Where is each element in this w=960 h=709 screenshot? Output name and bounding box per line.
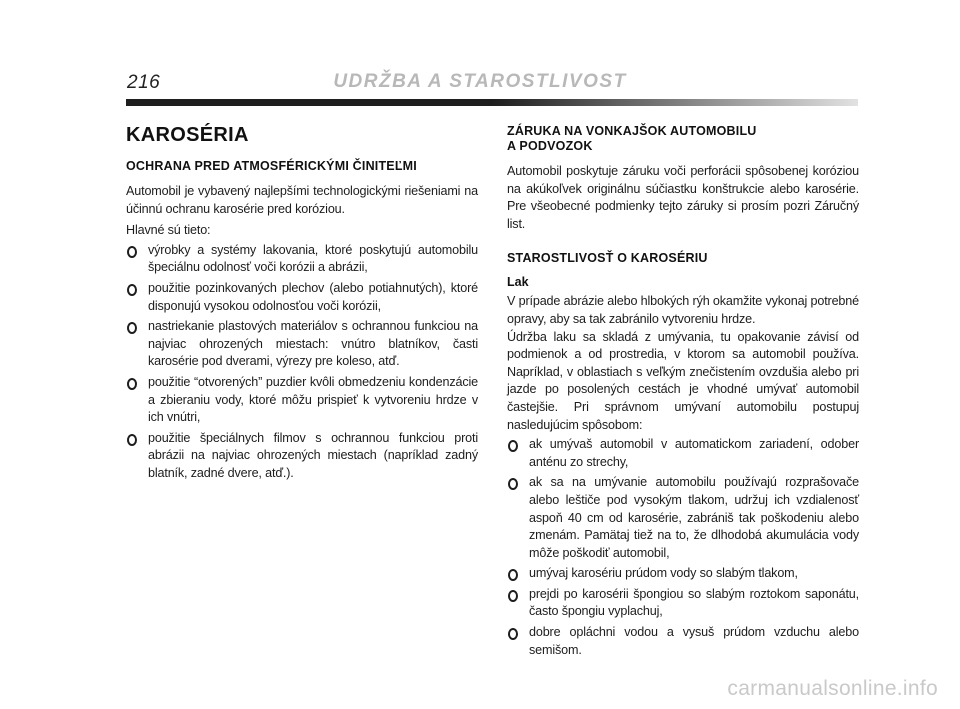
lead-text: Hlavné sú tieto: [126, 223, 211, 238]
bullet-icon [127, 378, 137, 390]
warranty-heading-line1: ZÁRUKA NA VONKAJŠOK AUTOMOBILU [507, 124, 757, 138]
warranty-heading [507, 124, 859, 154]
protection-list [126, 242, 478, 483]
list-item: dobre opláchni vodou a vysuš prúdom vzduchu alebo semišom. [507, 624, 859, 659]
bullet-icon [508, 569, 518, 581]
right-column [507, 124, 859, 662]
list-item: umývaj karosériu prúdom vody so slabým tlakom, [507, 565, 859, 583]
list-item: použitie špeciálnych filmov s ochrannou funkciou proti abrázii na najviac ohrozených miestach (napríklad zadný blatník, zadné dvere, atď.). [126, 430, 478, 483]
list-item: prejdi po karosérii špongiou so slabým roztokom saponátu, často špongiu vyplachuj, [507, 586, 859, 621]
bullet-icon [127, 246, 137, 258]
list-item: použitie pozinkovaných plechov (alebo potiahnutých), ktoré disponujú vysokou odolnosťou voči korózii, [126, 280, 478, 315]
bullet-icon [127, 322, 137, 334]
list-item: ak sa na umývanie automobilu používajú rozprašovače alebo leštiče pod vysokým tlakom, udržuj ich vzdialenosť aspoň 40 cm od karosérie, zabrániš tak poškodeniu alebo zmenám. Pamätaj tiež na to, že dlhodobá akumulácia vody môže poškodiť automobil, [507, 474, 859, 562]
bullet-icon [508, 440, 518, 452]
washing-list [507, 436, 859, 659]
intro-paragraph: Automobil je vybavený najlepšími technologickými riešeniami na účinnú ochranu karosérie pred koróziou. [126, 184, 478, 216]
bullet-icon [127, 434, 137, 446]
section-title: KAROSÉRIA [126, 124, 249, 146]
left-column [126, 124, 478, 486]
running-title: UDRŽBA A STAROSTLIVOST [333, 71, 627, 92]
bullet-icon [127, 284, 137, 296]
list-item: výrobky a systémy lakovania, ktoré poskytujú automobilu špeciálnu odolnosť voči korózii a abrázii, [126, 242, 478, 277]
list-item: použitie “otvorených” puzdier kvôli obmedzeniu kondenzácie a zbieraniu vody, ktoré môžu prispieť k vytvoreniu hrdze v ich vnútri, [126, 374, 478, 427]
section-subtitle: OCHRANA PRED ATMOSFÉRICKÝMI ČINITEĽMI [126, 159, 417, 173]
header-rule [126, 99, 858, 106]
paint-paragraph-1: V prípade abrázie alebo hlbokých rýh okamžite vykonaj potrebné opravy, aby sa tak zabránilo vytvoreniu hrdze. [507, 294, 859, 326]
paint-heading: Lak [507, 275, 529, 290]
list-item: nastriekanie plastových materiálov s ochrannou funkciou na najviac ohrozených miestach: vnútro blatníkov, časti karosérie pod dverami, výrezy pre koleso, atď. [126, 318, 478, 371]
warranty-paragraph: Automobil poskytuje záruku voči perforácii spôsobenej koróziou na akúkoľvek originálnu súčiastku konštrukcie alebo karosérie. Pre všeobecné podmienky tejto záruky si prosím pozri Záručný list. [507, 164, 859, 231]
bullet-icon [508, 478, 518, 490]
warranty-heading-line2: A PODVOZOK [507, 139, 593, 153]
watermark: carmanualsonline.info [727, 677, 938, 700]
list-item: ak umývaš automobil v automatickom zariadení, odober anténu zo strechy, [507, 436, 859, 471]
bullet-icon [508, 628, 518, 640]
bullet-icon [508, 590, 518, 602]
care-heading: STAROSTLIVOSŤ O KAROSÉRIU [507, 251, 708, 266]
paint-paragraph-2: Údržba laku sa skladá z umývania, tu opakovanie závisí od podmienok a od prostredia, v ktorom sa automobil používa. Napríklad, v oblastiach s veľkým znečistením ovzdušia alebo pri jazde po posolených cestách je vhodné umývať automobil častejšie. Pri správnom umývaní automobilu postupuj nasledujúcim spôsobom: [507, 329, 859, 432]
page-number: 216 [127, 72, 161, 93]
